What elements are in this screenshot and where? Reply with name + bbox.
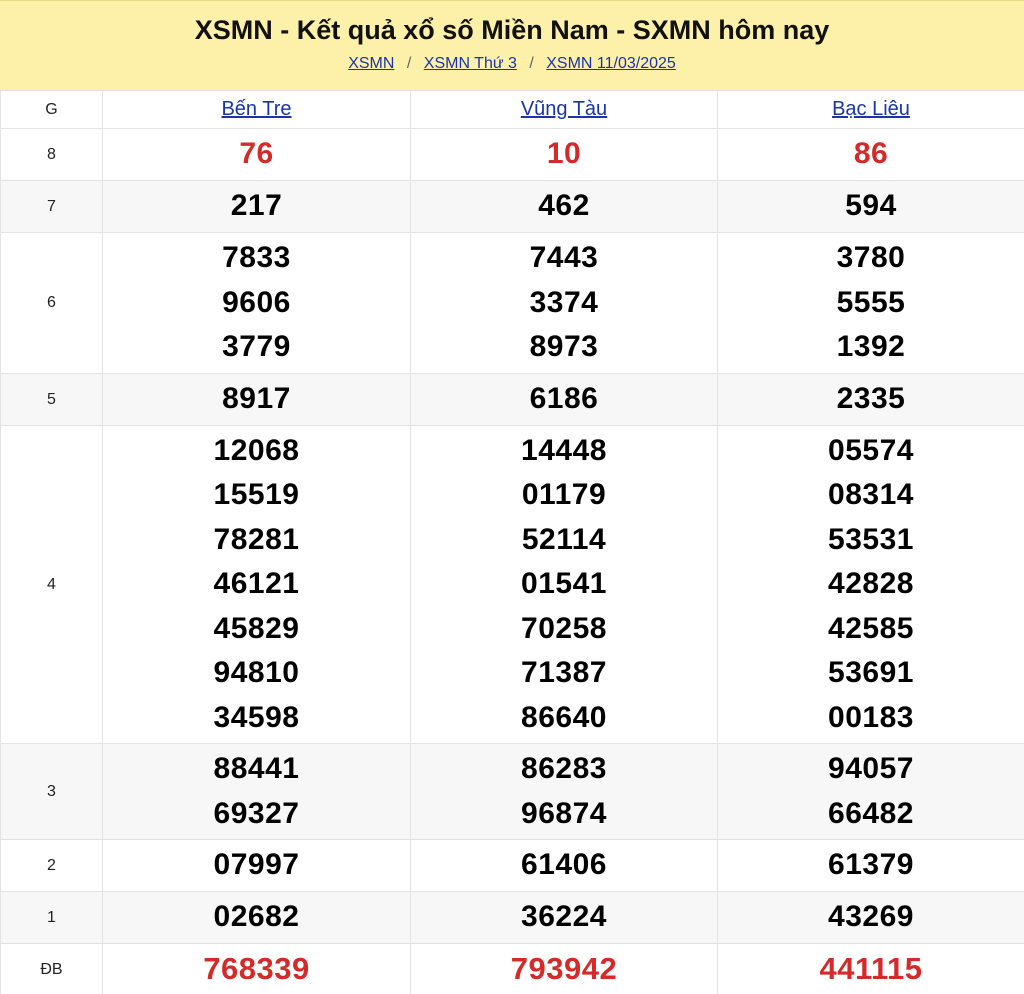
prize-number: 53531: [828, 522, 914, 556]
prize-cell: [411, 426, 718, 744]
prize-number: 8917: [222, 382, 291, 416]
prize-number: 96874: [521, 796, 607, 830]
breadcrumb-xsmn-link[interactable]: XSMN: [348, 55, 395, 72]
page-header: [0, 0, 1024, 90]
prize-cell: [718, 892, 1024, 944]
prize-label: 7: [1, 181, 103, 233]
prize-number: 76: [239, 137, 274, 171]
prize-label: 2: [1, 840, 103, 892]
prize-number: 3374: [529, 285, 599, 319]
prize-number: 36224: [521, 900, 607, 934]
prize-label: 8: [1, 129, 103, 181]
page-title: XSMN - Kết quả xổ số Miền Nam - SXMN hôm nay: [194, 15, 830, 45]
prize-number: 5555: [836, 285, 906, 319]
prize-number: 7833: [222, 241, 291, 275]
prize-row-1: [1, 892, 1024, 944]
prize-cell: [411, 233, 718, 374]
prize-number: 61379: [828, 848, 914, 882]
prize-cell: [411, 374, 718, 426]
prize-row-db: [1, 944, 1024, 994]
prize-row-7: [1, 181, 1024, 233]
prize-number: 34598: [213, 700, 300, 734]
prize-column-header: G: [1, 91, 103, 129]
prize-cell: [103, 129, 411, 181]
prize-label: ĐB: [1, 944, 103, 994]
prize-number: 88441: [213, 752, 300, 785]
prize-cell: [103, 744, 411, 840]
prize-label: 1: [1, 892, 103, 944]
province-header-ben-tre: [103, 91, 411, 129]
province-link-bac-lieu[interactable]: Bạc Liêu: [832, 98, 910, 120]
prize-number: 42828: [828, 567, 914, 601]
prize-number: 69327: [213, 796, 300, 830]
prize-number: 02682: [213, 900, 300, 934]
prize-number: 42585: [828, 611, 914, 645]
prize-row-8: [1, 129, 1024, 181]
prize-number: 14448: [521, 433, 607, 467]
prize-cell: [411, 892, 718, 944]
prize-number: 43269: [828, 900, 914, 934]
prize-number: 1392: [836, 330, 906, 364]
prize-number: 793942: [510, 951, 618, 987]
prize-number: 08314: [828, 478, 914, 512]
prize-number: 15519: [213, 478, 300, 512]
prize-number: 86: [853, 137, 889, 171]
prize-number: 594: [845, 189, 897, 223]
prize-number: 2335: [836, 382, 906, 416]
prize-number: 7443: [529, 241, 599, 275]
prize-cell: [718, 840, 1024, 892]
prize-number: 94057: [828, 752, 914, 785]
prize-cell: [103, 426, 411, 744]
prize-cell: [103, 840, 411, 892]
prize-number: 94810: [213, 656, 300, 690]
prize-number: 01179: [521, 478, 607, 512]
province-header-vung-tau: [411, 91, 718, 129]
prize-cell: [718, 233, 1024, 374]
prize-number: 45829: [213, 611, 300, 645]
prize-number: 07997: [213, 848, 300, 882]
results-table: [0, 90, 1024, 994]
prize-number: 768339: [203, 951, 310, 987]
prize-number: 05574: [828, 433, 914, 467]
prize-number: 10: [546, 137, 582, 171]
prize-cell: [718, 374, 1024, 426]
prize-number: 86640: [521, 700, 607, 734]
prize-row-2: [1, 840, 1024, 892]
prize-cell: [411, 181, 718, 233]
prize-number: 217: [230, 189, 283, 223]
prize-cell: [103, 944, 411, 994]
prize-cell: [411, 744, 718, 840]
prize-number: 3780: [836, 241, 906, 275]
prize-cell: [103, 233, 411, 374]
prize-cell: [718, 426, 1024, 744]
prize-number: 9606: [222, 285, 291, 319]
prize-number: 441115: [819, 951, 923, 987]
prize-number: 78281: [213, 522, 300, 556]
prize-cell: [103, 181, 411, 233]
prize-cell: [718, 744, 1024, 840]
prize-number: 52114: [521, 522, 607, 556]
prize-number: 71387: [521, 656, 607, 690]
prize-row-4: [1, 426, 1024, 744]
breadcrumb-weekday-link[interactable]: XSMN Thứ 3: [423, 55, 517, 72]
prize-label: 5: [1, 374, 103, 426]
prize-number: 46121: [213, 567, 300, 601]
prize-label: 6: [1, 233, 103, 374]
prize-label: 3: [1, 744, 103, 840]
prize-cell: [718, 181, 1024, 233]
table-header-row: [1, 91, 1024, 129]
prize-row-5: [1, 374, 1024, 426]
prize-number: 6186: [529, 382, 599, 416]
province-link-vung-tau[interactable]: Vũng Tàu: [520, 98, 608, 120]
prize-row-6: [1, 233, 1024, 374]
prize-number: 3779: [222, 330, 291, 364]
prize-label: 4: [1, 426, 103, 744]
prize-cell: [718, 129, 1024, 181]
prize-table-body: [1, 129, 1024, 994]
prize-row-3: [1, 744, 1024, 840]
prize-cell: [103, 892, 411, 944]
prize-number: 70258: [521, 611, 607, 645]
prize-number: 8973: [529, 330, 599, 364]
breadcrumb-separator: /: [406, 55, 412, 72]
prize-number: 462: [538, 189, 590, 223]
breadcrumb-date-link[interactable]: XSMN 11/03/2025: [546, 55, 676, 72]
prize-number: 01541: [521, 567, 607, 601]
breadcrumb-separator: /: [529, 55, 534, 72]
prize-cell: [411, 129, 718, 181]
province-header-bac-lieu: [718, 91, 1024, 129]
prize-number: 00183: [828, 700, 914, 734]
prize-cell: [718, 944, 1024, 994]
prize-number: 61406: [521, 848, 607, 882]
prize-number: 86283: [521, 752, 607, 785]
prize-cell: [103, 374, 411, 426]
prize-number: 53691: [828, 656, 914, 690]
breadcrumb: [0, 54, 1024, 74]
prize-number: 12068: [213, 433, 300, 467]
province-link-ben-tre[interactable]: Bến Tre: [221, 98, 292, 120]
prize-cell: [411, 840, 718, 892]
prize-cell: [411, 944, 718, 994]
prize-number: 66482: [828, 796, 914, 830]
